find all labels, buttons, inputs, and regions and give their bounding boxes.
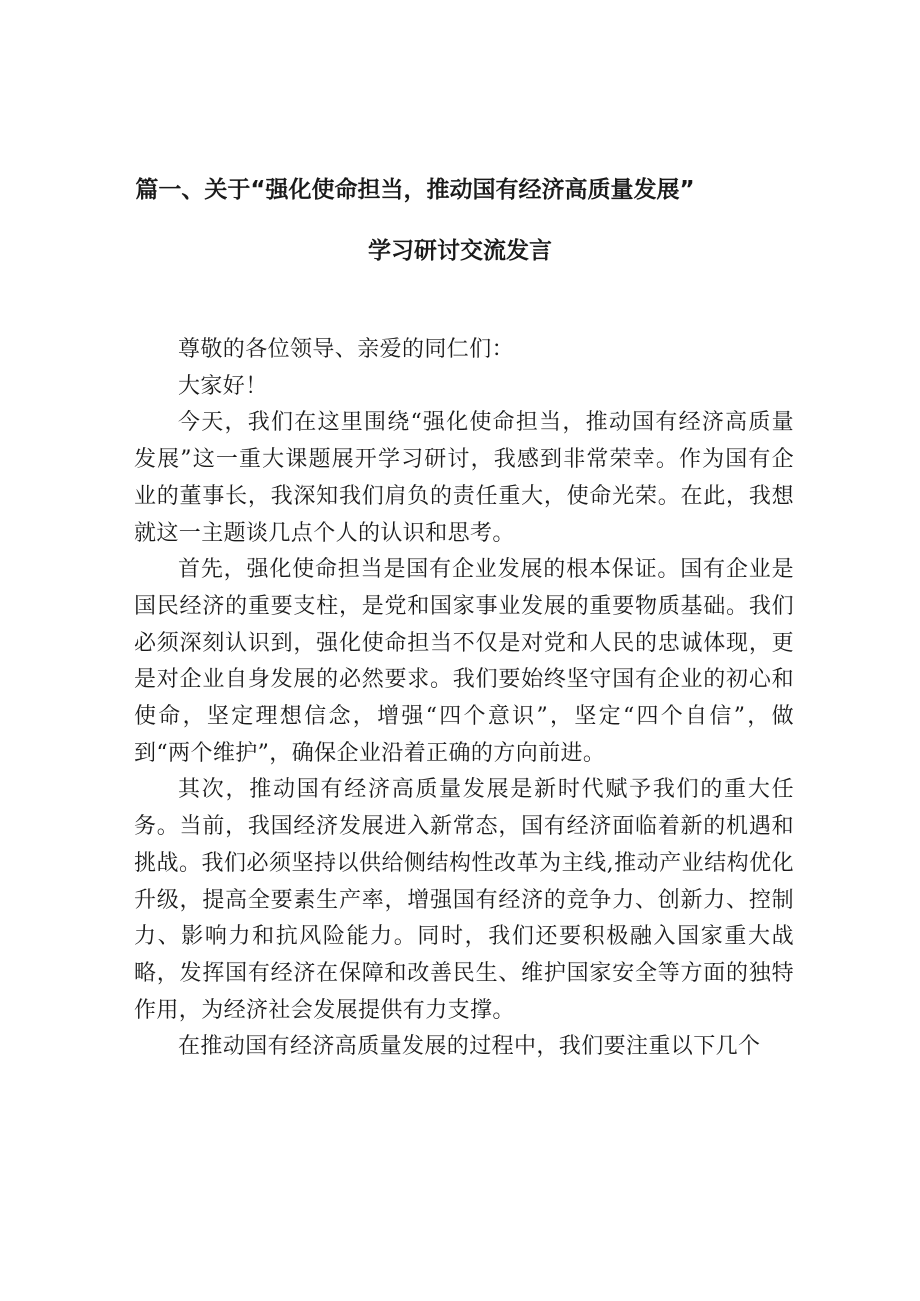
intro-paragraph: 今天，我们在这里围绕“强化使命担当，推动国有经济高质量发展”这一重大课题展开学习研讨，我感到非常荣幸。作为国有企业的董事长，我深知我们肩负的责任重大，使命光荣。在此，我想就这一主题谈几点个人的认识和思考。	[134, 410, 794, 546]
salutation-paragraph: 尊敬的各位领导、亲爱的同仁们：	[178, 337, 515, 362]
document-title-line-2: 学习研讨交流发言	[368, 238, 552, 264]
first-point-paragraph: 首先，强化使命担当是国有企业发展的根本保证。国有企业是国民经济的重要支柱，是党和国家事业发展的重要物质基础。我们必须深刻认识到，强化使命担当不仅是对党和人民的忠诚体现，更是对企业自身发展的必然要求。我们要始终坚守国有企业的初心和使命，坚定理想信念，增强“四个意识”，坚定“四个自信”，做到“两个维护”，确保企业沿着正确的方向前进。	[134, 557, 794, 766]
document-title-line-1: 篇一、关于“强化使命担当，推动国有经济高质量发展”	[135, 177, 695, 203]
document-body	[134, 332, 794, 1066]
continuation-paragraph: 在推动国有经济高质量发展的过程中，我们要注重以下几个	[178, 1034, 761, 1060]
second-point-paragraph: 其次，推动国有经济高质量发展是新时代赋予我们的重大任务。当前，我国经济发展进入新常态，国有经济面临着新的机遇和挑战。我们必须坚持以供给侧结构性改革为主线,推动产业结构优化升级，提高全要素生产率，增强国有经济的竞争力、创新力、控制力、影响力和抗风险能力。同时，我们还要积极融入国家重大战略，发挥国有经济在保障和改善民生、维护国家安全等方面的独特作用，为经济社会发展提供有力支撑。	[134, 777, 794, 1023]
greeting-paragraph: 大家好！	[178, 373, 268, 399]
